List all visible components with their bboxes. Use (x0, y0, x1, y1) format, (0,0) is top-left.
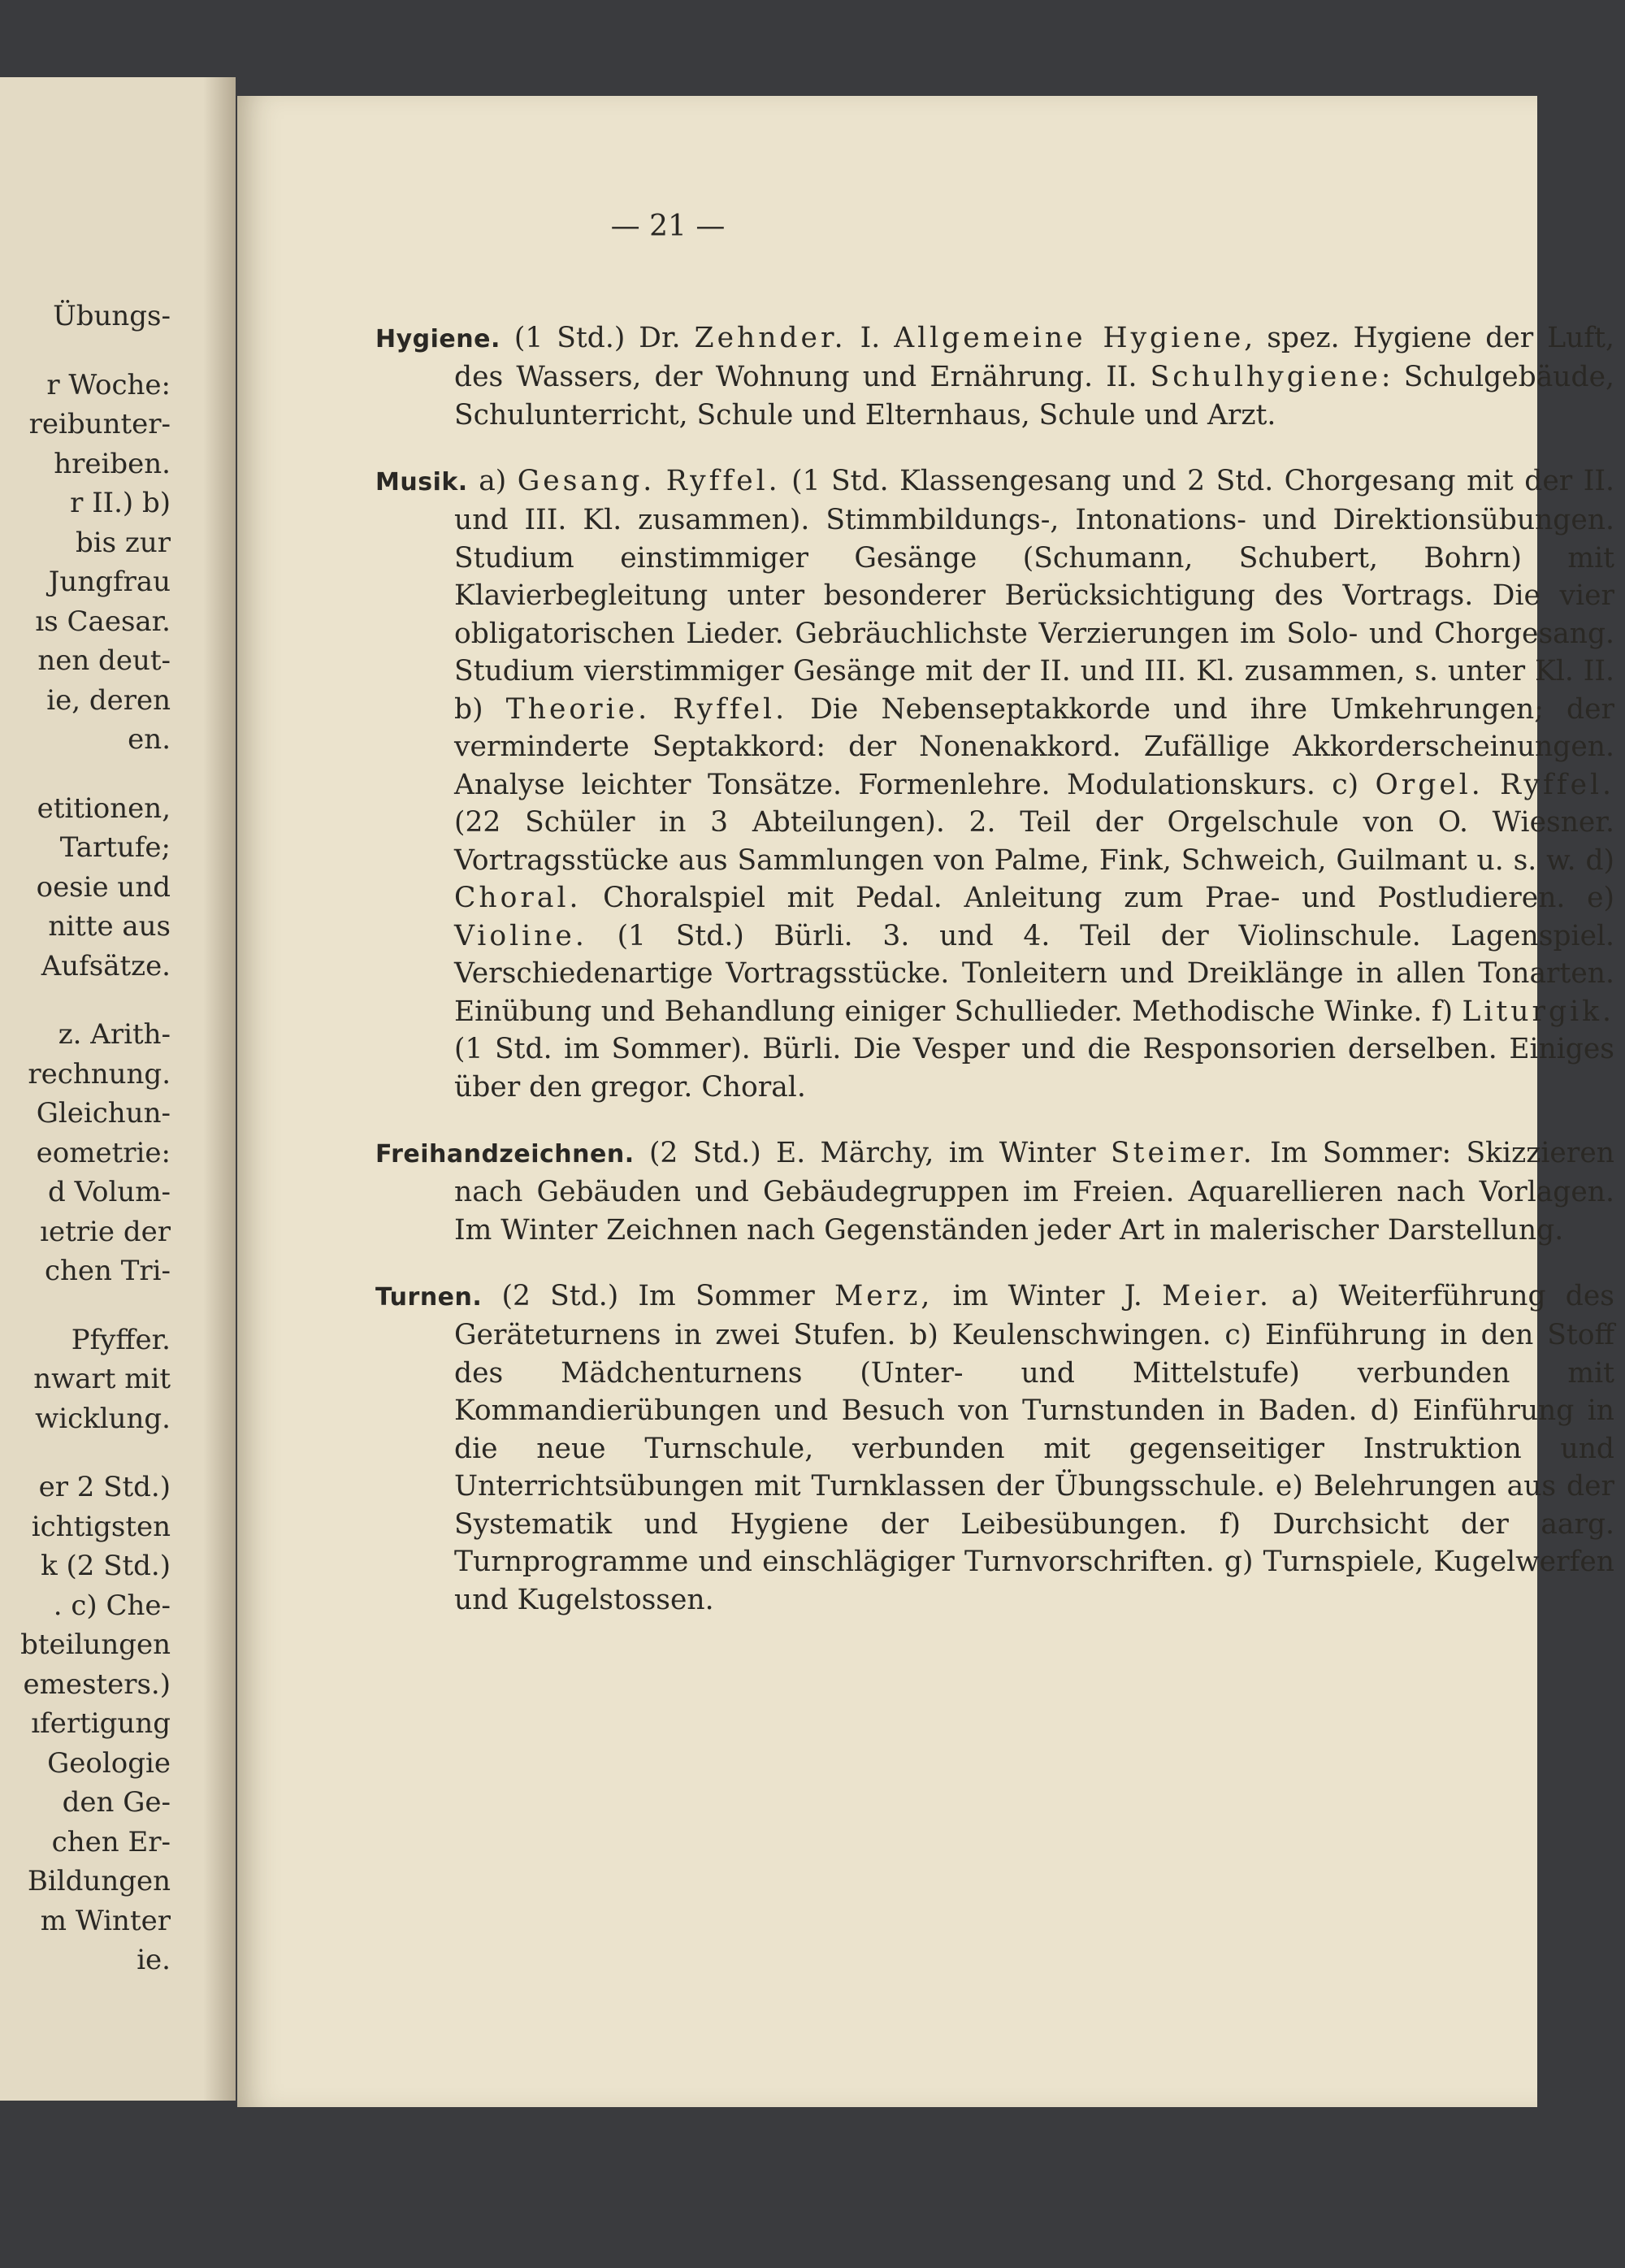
left-line: r Woche: (46, 368, 171, 401)
section-text: (1 Std. im Sommer). Bürli. Die Vesper und die Responsorien derselben. Einiges über den gregor. Choral. (454, 1033, 1614, 1104)
left-line: nwart mit (33, 1363, 171, 1395)
topic-term: Theorie. (505, 692, 651, 726)
section-text: (1 Std.) Dr. (514, 321, 695, 354)
page-content (375, 291, 1614, 1635)
section-text: (1 Std. Klassengesang und 2 Std. Chorgesang mit der II. und III. Kl. zusammen). Stimmbildungs-, Intonations- und Direktionsübungen. Studium einstimmiger Gesänge (Schumann, Schubert, Bohrn) mit Klavierbegleitung unter besonderer Berücksichtigung des Vortrags. Die vier obligatorischen Lieder. Gebräuchlichste Verzierungen im Solo- und Chorgesang. Studium vierstimmiger Gesänge mit der II. und III. Kl. zusammen, s. unter Kl. II. b) (454, 464, 1614, 726)
section-text: a) (467, 464, 518, 497)
section-text: Im Sommer: Skizzieren nach Gebäuden und Gebäudegruppen im Freien. Aquarellieren nach Vorlagen. Im Winter Zeichnen nach Gegenständen jeder Art in malerischer Darstellung. (454, 1136, 1614, 1247)
section-text: im Winter J. (933, 1279, 1163, 1312)
left-line: ıfertigung (31, 1707, 171, 1740)
left-line: den Ge- (62, 1786, 171, 1819)
left-line: Tartufe; (59, 831, 171, 864)
left-line: chen Er- (51, 1825, 171, 1858)
left-line: d Volum- (48, 1176, 171, 1208)
section-text: (2 Std.) E. Märchy, im Winter (634, 1136, 1111, 1169)
left-line: nitte aus (48, 910, 171, 943)
left-line: . c) Che- (53, 1589, 171, 1622)
topic-term: Choral. (454, 882, 582, 914)
teacher-name: Ryffel. (1500, 768, 1614, 801)
left-line: Geologie (47, 1746, 171, 1780)
left-page-text (0, 297, 171, 1980)
section-text: , spez. Hygiene der Luft, des Wassers, der Wohnung und Ernährung. II. (454, 321, 1614, 393)
teacher-name: Ryffel. (665, 464, 781, 497)
left-line: Übungs- (53, 300, 171, 332)
left-line: Bildungen (27, 1865, 171, 1897)
left-line: rechnung. (28, 1057, 171, 1091)
section-hygiene (375, 319, 1614, 435)
right-page (237, 96, 1614, 2107)
section-text: I. (846, 321, 895, 354)
left-line: emesters.) (23, 1667, 171, 1701)
left-line: m Winter (40, 1904, 171, 1937)
section-heading: Musik. (375, 467, 468, 497)
left-line: Pfyffer. (71, 1323, 171, 1356)
section-heading: Turnen. (375, 1282, 483, 1312)
teacher-name: Meier. (1162, 1279, 1272, 1312)
teacher-name: Ryffel. (673, 692, 788, 726)
page-gutter-shadow (203, 77, 236, 2101)
section-heading: Freihandzeichnen. (375, 1139, 635, 1169)
topic-term: Schulhygiene (1150, 361, 1381, 393)
left-line: er 2 Std.) (38, 1471, 171, 1503)
left-line: hreiben. (54, 447, 171, 480)
section-text (1484, 769, 1500, 801)
left-line: reibunter- (28, 408, 171, 440)
left-line: ie. (136, 1944, 171, 1976)
section-text (650, 693, 673, 726)
topic-term: Violine. (454, 919, 587, 952)
left-line: chen Tri- (44, 1255, 171, 1287)
section-text: a) Weiterführung des Geräteturnens in zwei Stufen. b) Keulenschwingen. c) Einführung in den Stoff des Mädchenturnens (Unter- und Mittelstufe) verbunden mit Kommandierübungen und Besuch von Turnstunden in Baden. d) Einführung in die neue Turnschule, verbunden mit gegenseitiger Instruktion und Unterrichtsübungen mit Turnklassen der Übungsschule. e) Belehrungen aus der Systematik und Hygiene der Leibesübungen. f) Durchsicht der aarg. Turnprogramme und einschlägiger Turnvorschriften. g) Turnspiele, Kugelwerfen und Kugelstossen. (454, 1279, 1614, 1616)
teacher-name: Zehnder. (694, 321, 847, 354)
left-line: eometrie: (36, 1136, 171, 1169)
left-line: nen deut- (37, 644, 171, 677)
left-line: wicklung. (35, 1402, 171, 1435)
section-turnen (375, 1277, 1614, 1620)
left-line: r II.) b) (70, 487, 171, 519)
section-text: (22 Schüler in 3 Abteilungen). 2. Teil der Orgelschule von O. Wiesner. Vortragsstücke aus Sammlungen von Palme, Fink, Schweich, Guilmant u. s. w. d) (454, 806, 1614, 877)
left-line: ıs Caesar. (35, 605, 171, 638)
section-musik (375, 462, 1614, 1107)
teacher-name: Steimer. (1111, 1136, 1255, 1169)
topic-term: Allgemeine Hygiene (894, 321, 1245, 354)
section-heading: Hygiene. (375, 324, 500, 353)
left-line: Jungfrau (48, 566, 171, 598)
left-line: k (2 Std.) (41, 1550, 171, 1582)
section-text: (2 Std.) Im Sommer (482, 1279, 834, 1312)
left-line: z. Arith- (58, 1018, 171, 1051)
topic-term: Liturgik. (1462, 995, 1614, 1028)
teacher-name: Merz, (834, 1279, 934, 1312)
section-text (655, 465, 666, 497)
section-freihandzeichnen (375, 1134, 1614, 1250)
left-line: bis zur (76, 526, 171, 559)
left-line: ıetrie der (40, 1215, 171, 1248)
left-line: ie, deren (46, 683, 171, 717)
left-line: etitionen, (37, 791, 171, 825)
page-number: — 21 — (610, 210, 726, 243)
section-text: (1 Std.) Bürli. 3. und 4. Teil der Violinschule. Lagenspiel. Verschiedenartige Vortragsstücke. Tonleitern und Dreiklänge in allen Tonarten. Einübung und Behandlung einiger Schullieder. Methodische Winke. f) (454, 919, 1614, 1028)
left-page (0, 77, 236, 2101)
left-line: bteilungen (20, 1628, 171, 1661)
left-line: oesie und (36, 870, 171, 904)
section-text: Die Nebenseptakkorde und ihre Umkehrungen; der verminderte Septakkord: der Nonenakkord. Zufällige Akkorderscheinungen. Analyse leichter Tonsätze. Formenlehre. Modulationskurs. c) (454, 692, 1614, 801)
topic-term: Gesang. (517, 464, 656, 497)
section-text: Choralspiel mit Pedal. Anleitung zum Prae- und Postludieren. e) (581, 882, 1614, 914)
section-text: : Schulgebäude, Schulunterricht, Schule und Elternhaus, Schule und Arzt. (454, 361, 1614, 431)
left-line: en. (128, 723, 171, 756)
left-line: Gleichun- (36, 1097, 171, 1130)
left-line: ichtigsten (31, 1510, 171, 1543)
topic-term: Orgel. (1375, 768, 1484, 801)
left-line: Aufsätze. (41, 949, 171, 982)
